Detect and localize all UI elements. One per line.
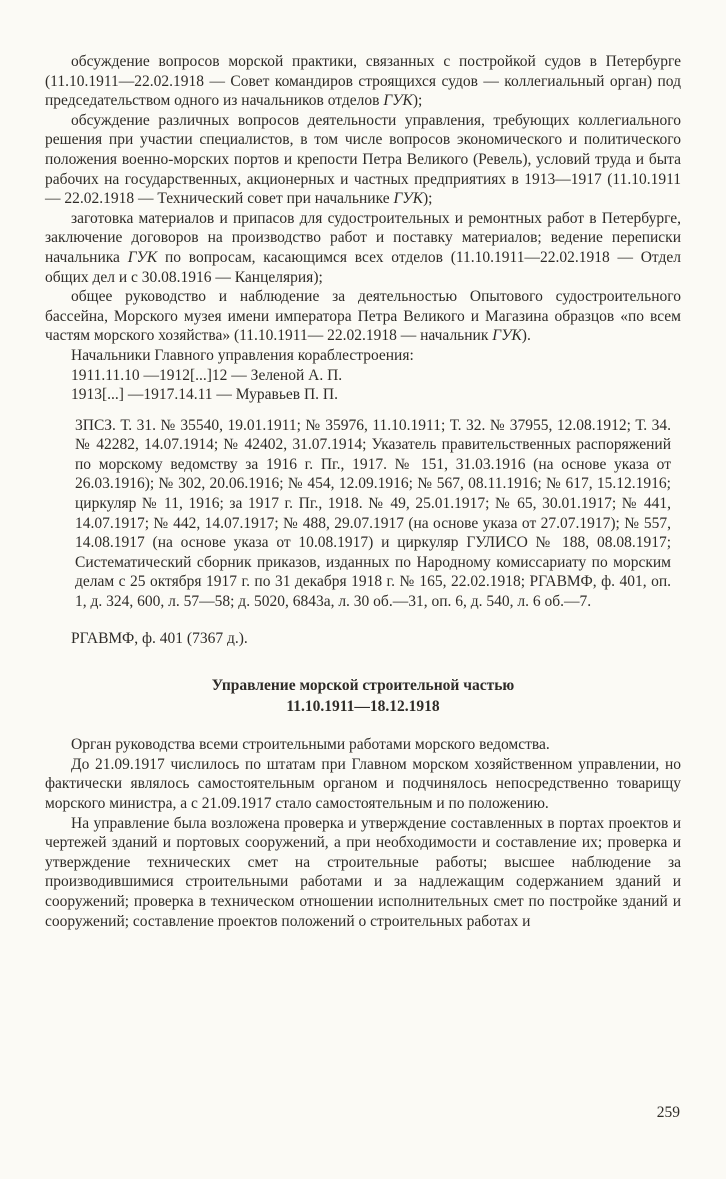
chief-entry-muravyov: 1913[...] —1917.14.11 — Муравьев П. П. xyxy=(71,386,338,404)
page-number: 259 xyxy=(656,1104,680,1122)
paragraph-materials-procurement: заготовка материалов и припасов для судостроительных и ремонтных работ в Петербурге, заключение договоров на производство работ и поставку материалов; ведение переписки начальника ГУК по вопросам, касающимся всех отделов (11.10.1911—22.02.1918 — Отдел общих дел и с 30.08.1916 — Канцелярия); xyxy=(45,209,681,286)
section-dates: 11.10.1911—18.12.1918 xyxy=(286,698,440,716)
section-heading xyxy=(45,675,681,717)
section-title: Управление морской строительной частью xyxy=(211,677,515,695)
paragraph-org-status: До 21.09.1917 числилось по штатам при Главном морском хозяйственном управлении, но фактически являлось самостоятельным органом и подчинялось непосредственно товарищу морского министра, а с 21.09.1917 стало самостоятельным и по положению. xyxy=(45,755,681,812)
chief-entry-zelenoy: 1911.11.10 —1912[...]12 — Зеленой А. П. xyxy=(71,366,343,384)
paragraph-practice-discussion: обсуждение вопросов морской практики, связанных с постройкой судов в Петербурге (11.10.1911—22.02.1918 — Совет командиров строящихся судов — коллегиальный орган) под председательством одного из начальников отделов ГУК); xyxy=(45,53,681,110)
paragraph-org-role: Орган руководства всеми строительными работами морского ведомства. xyxy=(71,736,550,754)
paragraph-management-discussion: обсуждение различных вопросов деятельности управления, требующих коллегиального решения при участии специалистов, в том числе вопросов экономического и политического положения военно-морских портов и крепости Петра Великого (Ревель), условий труда и быта рабочих на государственных, акционерных и частных предприятиях в 1913—1917 (11.10.1911— 22.02.1918 — Технический совет при начальнике ГУК); xyxy=(45,111,681,208)
paragraph-general-supervision: общее руководство и наблюдение за деятельностью Опытового судостроительного бассейна, Морского музея имени императора Петра Великого и Магазина образцов «по всем частям морского хозяйства» (11.10.1911— 22.02.1918 — начальник ГУК). xyxy=(45,288,681,345)
paragraph-org-duties: На управление была возложена проверка и утверждение составленных в портах проектов и чертежей зданий и портовых сооружений, а при необходимости и составление их; проверка и утверждение технических смет на строительные работы; высшее наблюдение за производившимися строительными работами и за надлежащим содержанием зданий и сооружений; проверка в техническом отношении исполнительных смет по постройке зданий и сооружений; составление проектов положений о строительных работах и xyxy=(45,814,681,930)
fond-summary: РГАВМФ, ф. 401 (7367 д.). xyxy=(71,629,248,647)
chiefs-heading: Начальники Главного управления кораблестроения: xyxy=(71,346,414,364)
references-block: 3ПСЗ. Т. 31. № 35540, 19.01.1911; № 35976, 11.10.1911; Т. 32. № 37955, 12.08.1912; Т. 34. № 42282, 14.07.1914; № 42402, 31.07.1914; Указатель правительственных распоряжений по морскому ведомству за 1916 г. Пг., 1917. № 151, 31.03.1916 (на основе указа от 26.03.1916); № 302, 20.06.1916; № 454, 12.09.1916; № 567, 08.11.1916; № 617, 15.12.1916; циркуляр № 11, 1916; за 1917 г. Пг., 1918. № 49, 25.01.1917; № 65, 30.01.1917; № 441, 14.07.1917; № 442, 14.07.1917; № 488, 29.07.1917 (на основе указа от 27.07.1917); № 557, 14.08.1917 (на основе указа от 10.08.1917) и циркуляр ГУЛИСО № 188, 08.08.1917; Систематический сборник приказов, изданных по Народному комиссариату по морским делам с 25 октября 1917 г. по 31 декабря 1918 г. № 165, 22.02.1918; РГАВМФ, ф. 401, оп. 1, д. 324, 600, л. 57—58; д. 5020, 6843а, л. 30 об.—31, оп. 6, д. 540, л. 6 об.—7. xyxy=(75,416,671,611)
